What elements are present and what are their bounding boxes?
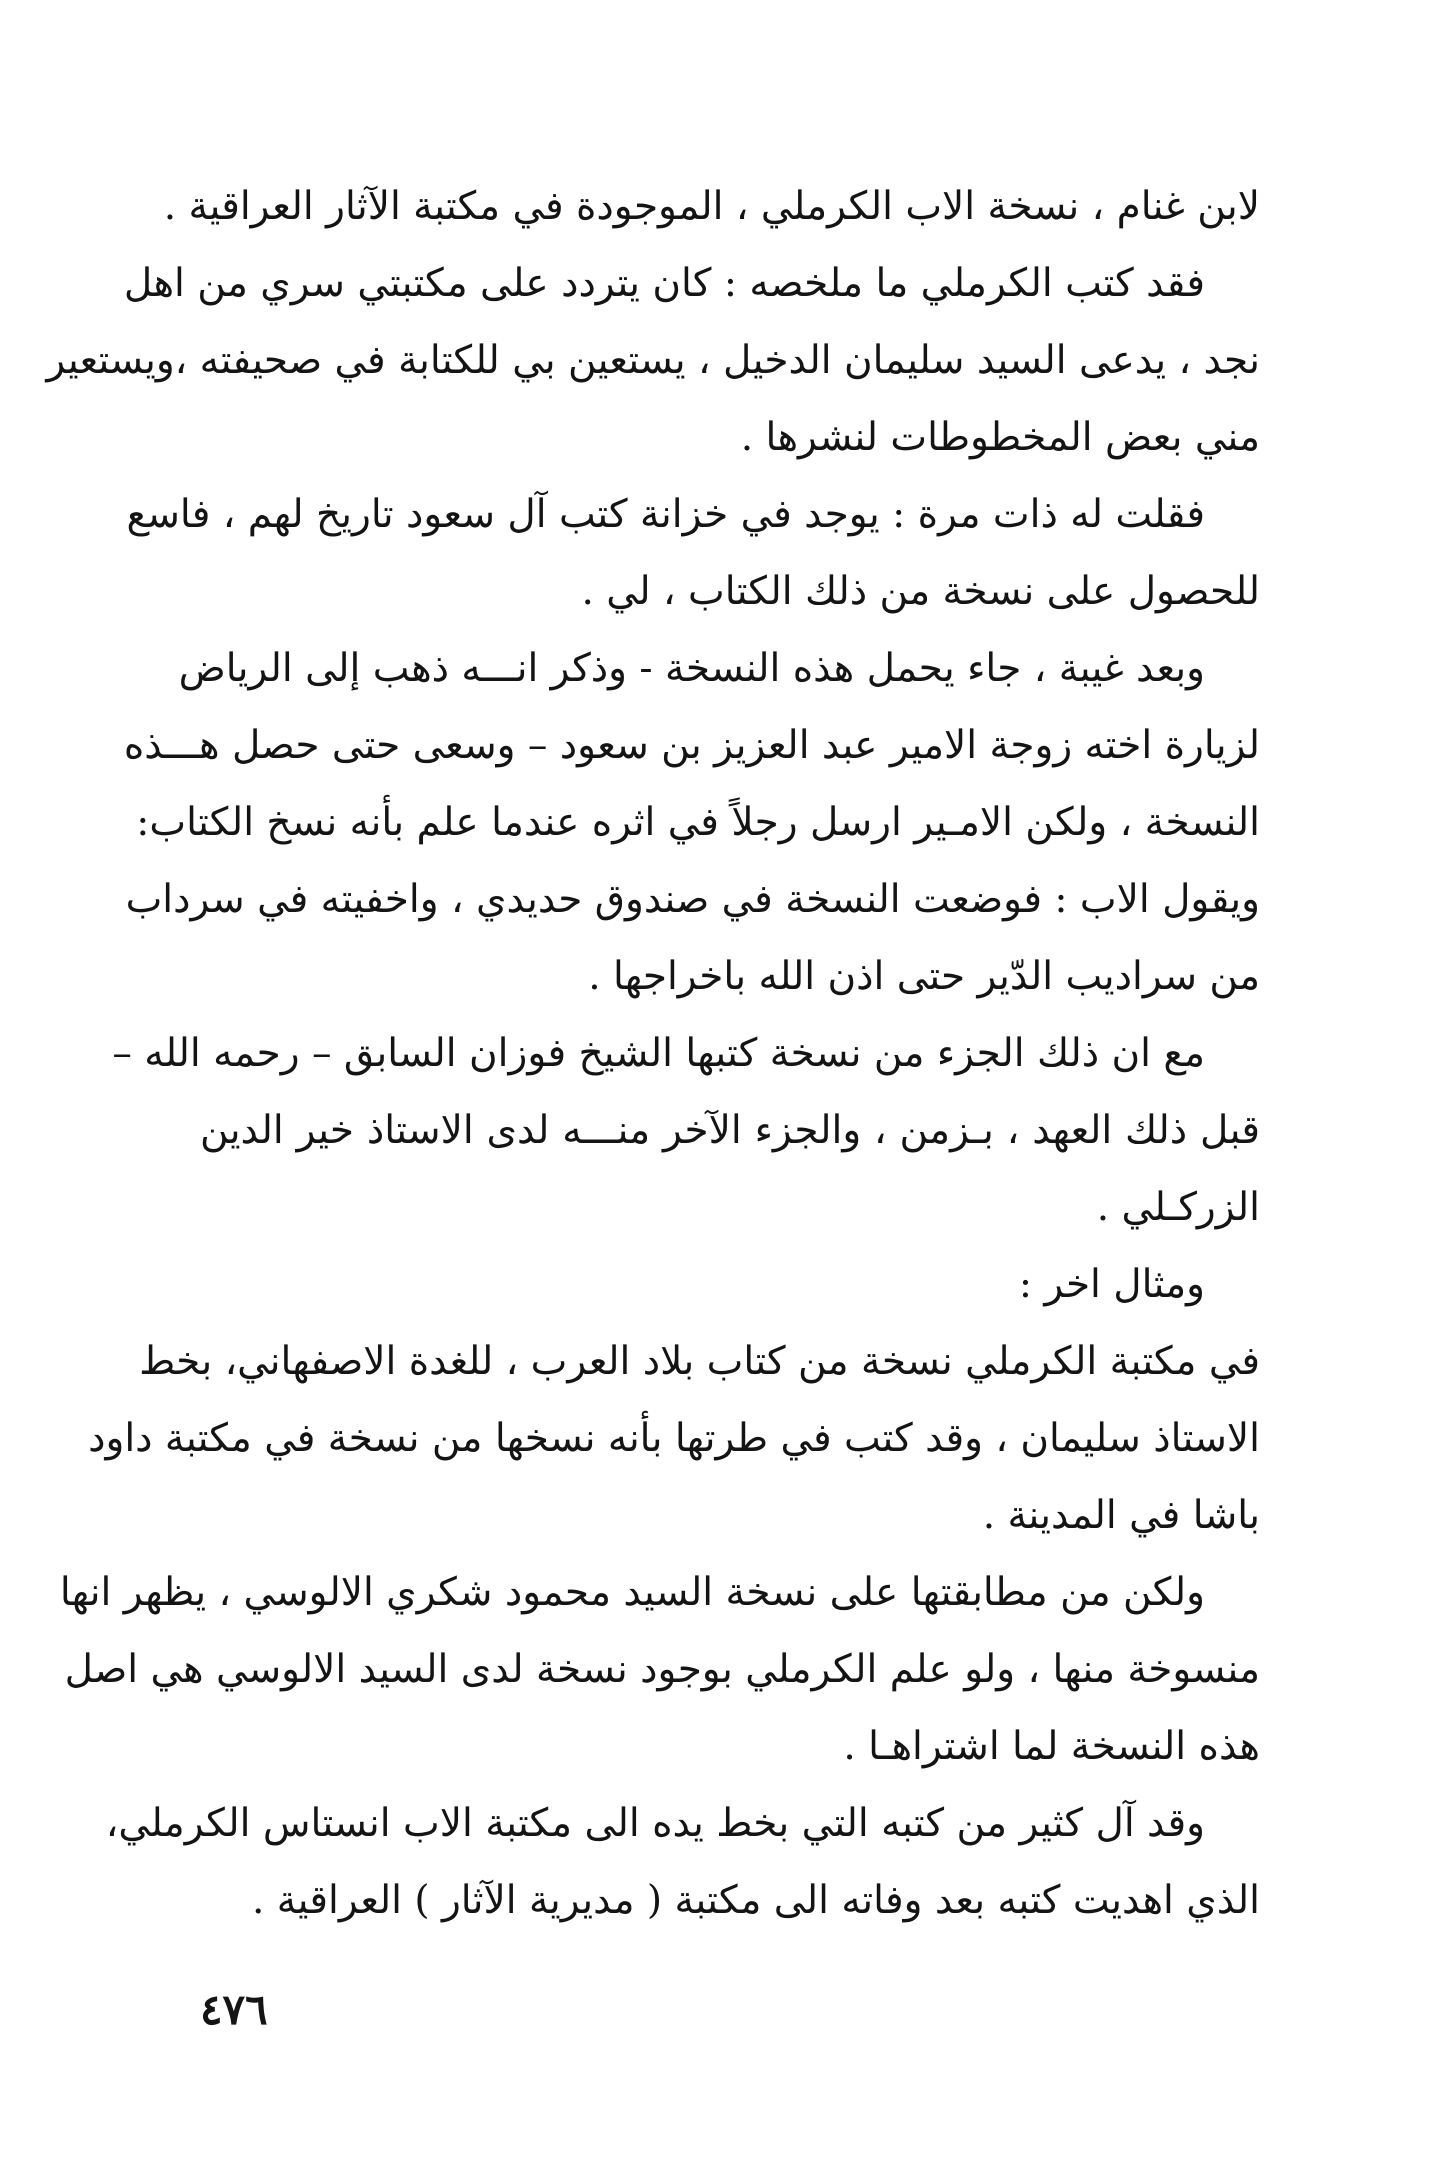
text-line: مع ان ذلك الجزء من نسخة كتبها الشيخ فوزان السابق – رحمه الله –	[112, 1031, 1205, 1076]
text-line: باشا في المدينة .	[982, 1493, 1260, 1538]
text-line: الزركـلي .	[1096, 1185, 1260, 1230]
text-line: في مكتبة الكرملي نسخة من كتاب بلاد العرب ، للغدة الاصفهاني، بخط	[139, 1339, 1260, 1384]
text-line: لزيارة اخته زوجة الامير عبد العزيز بن سعود – وسعى حتى حصل هـــذه	[123, 723, 1260, 768]
text-line: الاستاذ سليمان ، وقد كتب في طرتها بأنه نسخها من نسخة في مكتبة داود	[88, 1416, 1260, 1461]
text-line: ومثال اخر :	[1018, 1262, 1205, 1307]
text-line: قبل ذلك العهد ، بـزمن ، والجزء الآخر منـــه لدى الاستاذ خير الدين	[200, 1108, 1260, 1153]
text-line: هذه النسخة لما اشتراهـا .	[843, 1724, 1260, 1769]
text-line: وبعد غيبة ، جاء يحمل هذه النسخة - وذكر انـــه ذهب إلى الرياض	[178, 646, 1205, 691]
text-line: ولكن من مطابقتها على نسخة السيد محمود شكري الالوسي ، يظهر انها	[59, 1570, 1205, 1615]
text-line: للحصول على نسخة من ذلك الكتاب ، لي .	[581, 569, 1260, 614]
page-number: ٤٧٦	[200, 1985, 268, 2034]
text-line: الذي اهديت كتبه بعد وفاته الى مكتبة ( مديرية الآثار ) العراقية .	[251, 1878, 1260, 1923]
text-line: منسوخة منها ، ولو علم الكرملي بوجود نسخة لدى السيد الالوسي هي اصل	[64, 1647, 1260, 1692]
text-line: وقد آل كثير من كتبه التي بخط يده الى مكتبة الاب انستاس الكرملي،	[105, 1801, 1205, 1846]
text-line: فقد كتب الكرملي ما ملخصه : كان يتردد على مكتبتي سري من اهل	[123, 261, 1205, 306]
text-line: فقلت له ذات مرة : يوجد في خزانة كتب آل سعود تاريخ لهم ، فاسع	[126, 492, 1205, 537]
text-line: لابن غنام ، نسخة الاب الكرملي ، الموجودة في مكتبة الآثار العراقية .	[163, 184, 1260, 229]
page-body-text	[46, 168, 1260, 1939]
text-line: من سراديب الدّير حتى اذن الله باخراجها .	[588, 954, 1260, 999]
text-line: النسخة ، ولكن الامـير ارسل رجلاً في اثره عندما علم بأنه نسخ الكتاب:	[136, 800, 1260, 845]
text-line: نجد ، يدعى السيد سليمان الدخيل ، يستعين بي للكتابة في صحيفته ،ويستعير	[46, 338, 1260, 383]
text-line: ويقول الاب : فوضعت النسخة في صندوق حديدي ، واخفيته في سرداب	[125, 877, 1260, 922]
text-line: مني بعض المخطوطات لنشرها .	[740, 415, 1260, 460]
